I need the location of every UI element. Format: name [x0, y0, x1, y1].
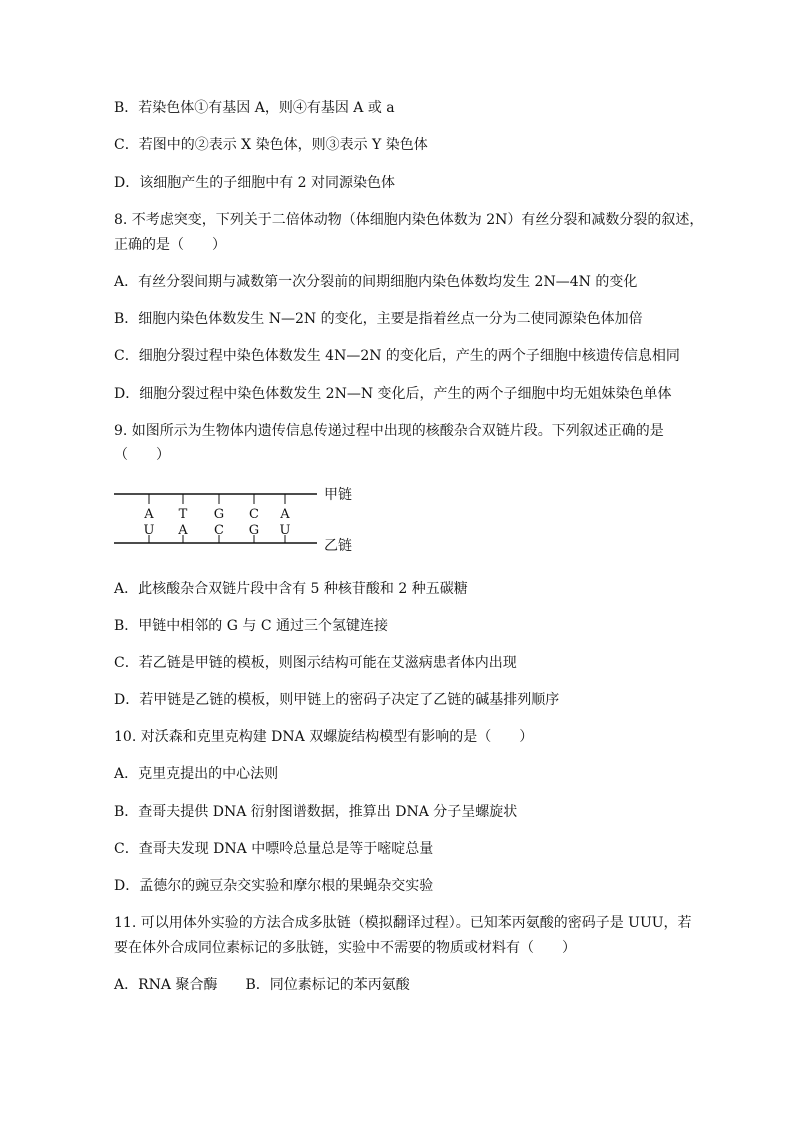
question-9-option-d: D．若甲链是乙链的模板，则甲链上的密码子决定了乙链的碱基排列顺序 — [114, 692, 560, 708]
top-base: G — [213, 507, 225, 522]
bottom-base: A — [178, 523, 188, 538]
question-9-option-a: A．此核酸杂合双链片段中含有 5 种核苷酸和 2 种五碳糖 — [114, 581, 468, 597]
question-8-option-a: A．有丝分裂间期与减数第一次分裂前的间期细胞内染色体数均发生 2N—4N 的变化 — [114, 274, 638, 290]
question-8-stem-1: 8. 不考虑突变，下列关于二倍体动物（体细胞内染色体数为 2N）有丝分裂和减数分裂的叙述， — [114, 212, 704, 228]
base-pair — [279, 494, 290, 543]
question-11-options-ab: A．RNA 聚合酶 B．同位素标记的苯丙氨酸 — [114, 977, 410, 993]
question-8-option-c: C．细胞分裂过程中染色体数发生 4N—2N 的变化后，产生的两个子细胞中核遗传信息相同 — [114, 348, 680, 364]
bottom-base: U — [279, 523, 291, 538]
top-base: T — [178, 507, 188, 522]
question-10-option-d: D．孟德尔的豌豆杂交实验和摩尔根的果蝇杂交实验 — [114, 878, 434, 894]
base-pair — [249, 494, 259, 543]
question-9-stem-1: 9. 如图所示为生物体内遗传信息传递过程中出现的核酸杂合双链片段。下列叙述正确的是 — [114, 423, 664, 439]
top-base: A — [280, 507, 290, 522]
question-9-option-c: C．若乙链是甲链的模板，则图示结构可能在艾滋病患者体内出现 — [114, 655, 517, 671]
question-11-stem-2: 要在体外合成同位素标记的多肽链，实验中不需要的物质或材料有（ ） — [114, 940, 576, 956]
question-8-option-b: B．细胞内染色体数发生 N—2N 的变化，主要是指着丝点一分为二使同源染色体加倍 — [114, 311, 643, 327]
question-10-option-a: A．克里克提出的中心法则 — [114, 766, 279, 782]
bottom-base: U — [143, 523, 155, 538]
nucleic-acid-hybrid-diagram — [112, 484, 372, 554]
question-8-option-d: D．细胞分裂过程中染色体数发生 2N—N 变化后，产生的两个子细胞中均无姐妹染色单体 — [114, 386, 672, 402]
line-b-chromosome-gene: B．若染色体①有基因 A，则④有基因 A 或 a — [114, 100, 395, 116]
top-base: C — [249, 507, 259, 522]
top-base: A — [144, 507, 154, 522]
strand-jia-label: 甲链 — [324, 487, 352, 503]
strand-yi-label: 乙链 — [324, 538, 352, 554]
base-pair — [143, 494, 154, 543]
question-11-stem-1: 11. 可以用体外实验的方法合成多肽链（模拟翻译过程）。已知苯丙氨酸的密码子是 UUU，若 — [114, 915, 692, 931]
question-10-option-b: B．查哥夫提供 DNA 衍射图谱数据，推算出 DNA 分子呈螺旋状 — [114, 804, 518, 820]
question-10-option-c: C．查哥夫发现 DNA 中嘌呤总量总是等于嘧啶总量 — [114, 841, 434, 857]
bottom-base: C — [214, 523, 224, 538]
line-d-homologous-pairs: D．该细胞产生的子细胞中有 2 对同源染色体 — [114, 175, 396, 191]
question-8-stem-2: 正确的是（ ） — [114, 237, 226, 253]
bottom-base: G — [248, 523, 260, 538]
question-9-option-b: B．甲链中相邻的 G 与 C 通过三个氢键连接 — [114, 618, 388, 634]
line-c-x-chromosome: C．若图中的②表示 X 染色体，则③表示 Y 染色体 — [114, 137, 428, 153]
question-9-stem-2: （ ） — [114, 447, 170, 463]
question-10-stem: 10. 对沃森和克里克构建 DNA 双螺旋结构模型有影响的是（ ） — [114, 729, 534, 745]
base-pair — [214, 494, 224, 543]
base-pair — [177, 494, 188, 543]
